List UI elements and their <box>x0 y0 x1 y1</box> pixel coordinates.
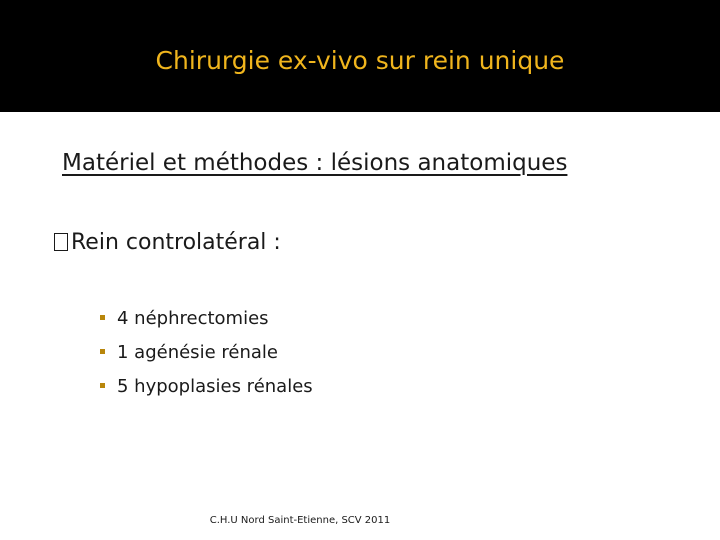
square-bullet-icon <box>100 383 105 388</box>
square-bullet-icon <box>100 349 105 354</box>
main-bullet <box>54 227 281 259</box>
list-item <box>100 370 313 404</box>
section-subtitle: Matériel et méthodes : lésions anatomiques <box>62 150 568 176</box>
sub-bullet-list <box>100 302 313 404</box>
footer-text: C.H.U Nord Saint-Etienne, SCV 2011 <box>209 515 391 526</box>
title-bar <box>0 0 720 112</box>
missing-glyph-bullet-icon <box>54 233 68 251</box>
list-item <box>100 302 313 336</box>
list-item <box>100 336 313 370</box>
slide-title: Chirurgie ex-vivo sur rein unique <box>155 46 565 75</box>
main-bullet-label: Rein controlatéral : <box>71 230 281 255</box>
sub-bullet-label: 5 hypoplasies rénales <box>117 376 313 397</box>
sub-bullet-label: 1 agénésie rénale <box>117 342 278 363</box>
sub-bullet-label: 4 néphrectomies <box>117 308 269 329</box>
square-bullet-icon <box>100 315 105 320</box>
